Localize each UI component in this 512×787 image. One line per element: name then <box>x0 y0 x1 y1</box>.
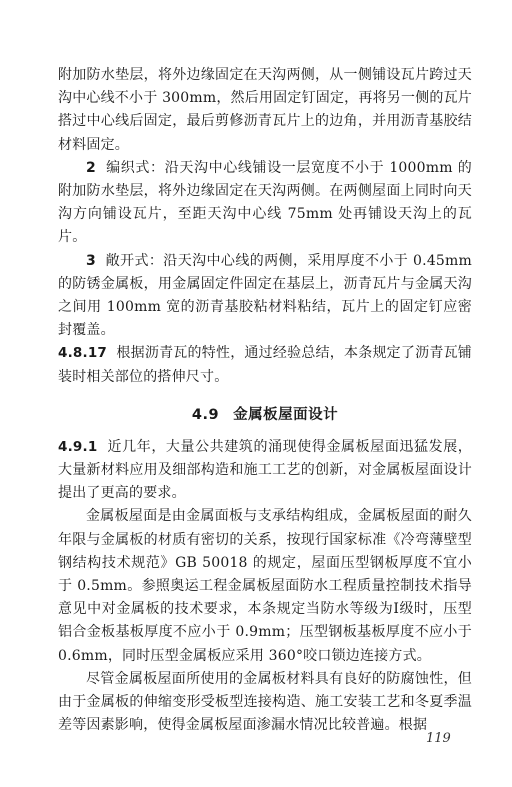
paragraph-continuation: 附加防水垫层，将外边缘固定在天沟两侧，从一侧铺设瓦片跨过天沟中心线不小于 300mm，然后用固定钉固定，再将另一侧的瓦片搭过中心线后固定，最后剪修沥青瓦片上的边角，并用沥青基胶结材料固定。 <box>58 67 472 153</box>
item-text: 编织式：沿天沟中心线铺设一层宽度不小于 1000mm 的附加防水垫层，将外边缘固定在天沟两侧。在两侧屋面上同时向天沟方向铺设瓦片，至距天沟中心线 75mm 处再铺设天沟上的瓦片。 <box>58 159 472 246</box>
clause-4-9-1 <box>58 436 472 506</box>
clause-text: 近几年，大量公共建筑的涌现使得金属板屋面迅猛发展，大量新材料应用及细部构造和施工工艺的创新，对金属板屋面设计提出了更高的要求。 <box>58 438 472 502</box>
section-number: 4.9 <box>191 406 220 423</box>
section-heading <box>58 403 472 424</box>
document-body <box>58 64 472 737</box>
page-number: 119 <box>426 731 451 746</box>
clause-4-8-17 <box>58 342 472 388</box>
item-number: 2 <box>86 159 96 176</box>
paragraph-metal-roof: 金属板屋面是由金属面板与支承结构组成，金属板屋面的耐久年限与金属板的材质有密切的关系，按现行国家标准《冷弯薄壁型钢结构技术规范》GB 50018 的规定，屋面压型钢板厚度不宜小于 0.5mm。参照奥运工程金属板屋面防水工程质量控制技术指导意见中对金属板的技术要求，本条规定当防水等级为Ⅰ级时，压型铝合金板基板厚度不应小于 0.9mm；压型钢板基板厚度不应小于 0.6mm，同时压型金属板应采用 360°咬口锁边连接方式。 <box>58 508 472 664</box>
item-text: 敞开式：沿天沟中心线的两侧，采用厚度不小于 0.45mm 的防锈金属板，用金属固定件固定在基层上，沥青瓦片与金属天沟之间用 100mm 宽的沥青基胶粘材料粘结，瓦片上的固定钉应密封覆盖。 <box>58 252 472 339</box>
paragraph-item-3 <box>58 250 472 343</box>
item-number: 3 <box>86 252 96 269</box>
clause-number: 4.8.17 <box>58 345 108 362</box>
paragraph-item-2 <box>58 157 472 250</box>
clause-text: 根据沥青瓦的特性，通过经验总结，本条规定了沥青瓦铺装时相关部位的搭伸尺寸。 <box>58 345 472 385</box>
paragraph-leakage: 尽管金属板屋面所使用的金属板材料具有良好的防腐蚀性，但由于金属板的伸缩变形受板型连接构造、施工安装工艺和冬夏季温差等因素影响，使得金属板屋面渗漏水情况比较普遍。根据 <box>58 670 472 734</box>
section-title: 金属板屋面设计 <box>233 406 339 423</box>
clause-number: 4.9.1 <box>58 438 98 455</box>
